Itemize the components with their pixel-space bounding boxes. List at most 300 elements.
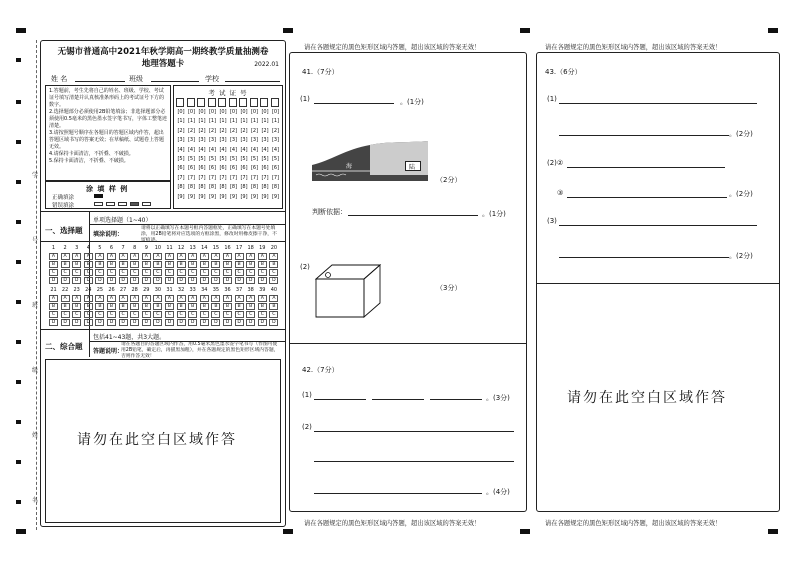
option-bubble[interactable]: C xyxy=(72,269,81,276)
option-bubble[interactable]: D xyxy=(200,319,209,326)
option-bubble[interactable]: A xyxy=(119,253,128,260)
exam-id-bubble[interactable]: [7] xyxy=(208,174,217,181)
option-bubble[interactable]: B xyxy=(61,303,70,310)
option-bubble[interactable]: B xyxy=(61,261,70,268)
option-bubble[interactable]: D xyxy=(142,277,151,284)
option-bubble[interactable]: B xyxy=(142,303,151,310)
option-bubble[interactable]: A xyxy=(177,295,186,302)
exam-id-bubble[interactable]: [9] xyxy=(177,193,185,200)
option-bubble[interactable]: B xyxy=(258,303,267,310)
option-bubble[interactable]: A xyxy=(61,295,70,302)
exam-id-bubble[interactable]: [1] xyxy=(198,118,206,125)
question-bubble-group[interactable] xyxy=(119,245,128,283)
option-bubble[interactable]: D xyxy=(258,319,267,326)
question-bubble-group[interactable] xyxy=(235,245,244,283)
option-bubble[interactable]: A xyxy=(95,295,104,302)
question-bubble-group[interactable] xyxy=(269,287,278,325)
exam-id-entry-box[interactable] xyxy=(218,98,226,107)
question-bubble-group[interactable] xyxy=(165,287,174,325)
exam-id-bubble[interactable]: [1] xyxy=(271,118,280,125)
exam-id-bubble[interactable]: [4] xyxy=(271,146,280,153)
question-bubble-group[interactable] xyxy=(223,287,232,325)
option-bubble[interactable]: C xyxy=(107,311,116,318)
exam-id-bubble[interactable]: [4] xyxy=(177,146,185,153)
option-bubble[interactable]: D xyxy=(130,319,139,326)
exam-id-bubble[interactable]: [2] xyxy=(198,127,206,134)
option-bubble[interactable]: D xyxy=(165,277,174,284)
exam-id-bubble[interactable]: [7] xyxy=(229,174,238,181)
question-bubble-group[interactable] xyxy=(49,245,58,283)
exam-id-bubble[interactable]: [3] xyxy=(219,137,227,144)
option-bubble[interactable]: A xyxy=(246,295,255,302)
exam-id-bubble[interactable]: [9] xyxy=(219,193,227,200)
exam-id-bubble[interactable]: [5] xyxy=(219,156,227,162)
question-bubble-group[interactable] xyxy=(258,245,267,283)
school-field[interactable] xyxy=(225,81,280,82)
option-bubble[interactable]: D xyxy=(235,277,244,284)
option-bubble[interactable]: B xyxy=(119,261,128,268)
exam-id-bubble[interactable]: [2] xyxy=(240,127,248,134)
exam-id-bubble[interactable]: [4] xyxy=(250,146,259,153)
option-bubble[interactable]: D xyxy=(246,277,255,284)
exam-id-bubble[interactable]: [6] xyxy=(261,165,269,172)
exam-id-bubble[interactable]: [0] xyxy=(250,109,259,115)
option-bubble[interactable]: C xyxy=(61,311,70,318)
exam-id-bubble[interactable]: [0] xyxy=(229,109,238,115)
q42-p1-blank-3[interactable] xyxy=(430,399,482,400)
option-bubble[interactable]: D xyxy=(211,319,220,326)
exam-id-bubble[interactable]: [9] xyxy=(229,193,238,200)
option-bubble[interactable]: B xyxy=(188,261,197,268)
exam-id-bubble[interactable]: [1] xyxy=(261,118,269,125)
exam-id-bubble[interactable]: [1] xyxy=(250,118,259,125)
option-bubble[interactable]: B xyxy=(258,261,267,268)
option-bubble[interactable]: D xyxy=(235,319,244,326)
option-bubble[interactable]: A xyxy=(84,253,93,260)
option-bubble[interactable]: B xyxy=(84,303,93,310)
exam-id-bubble[interactable]: [2] xyxy=(271,127,280,134)
q42-p1-blank-2[interactable] xyxy=(372,399,424,400)
exam-id-bubble[interactable]: [8] xyxy=(208,184,217,191)
exam-id-bubble[interactable]: [8] xyxy=(250,184,259,191)
option-bubble[interactable]: A xyxy=(165,295,174,302)
option-bubble[interactable]: A xyxy=(153,253,162,260)
option-bubble[interactable]: C xyxy=(142,311,151,318)
exam-id-bubble[interactable]: [1] xyxy=(187,118,196,125)
option-bubble[interactable]: D xyxy=(211,277,220,284)
option-bubble[interactable]: C xyxy=(235,269,244,276)
question-bubble-group[interactable] xyxy=(188,245,197,283)
option-bubble[interactable]: D xyxy=(188,319,197,326)
exam-id-entry-box[interactable] xyxy=(208,98,216,107)
exam-id-entry-box[interactable] xyxy=(176,98,184,107)
option-bubble[interactable]: A xyxy=(269,253,278,260)
exam-id-bubble[interactable]: [7] xyxy=(198,174,206,181)
option-bubble[interactable]: C xyxy=(61,269,70,276)
exam-id-bubble[interactable]: [3] xyxy=(229,137,238,144)
exam-id-bubble[interactable]: [5] xyxy=(261,156,269,162)
option-bubble[interactable]: B xyxy=(200,261,209,268)
exam-id-bubble[interactable]: [3] xyxy=(208,137,217,144)
exam-id-bubble[interactable]: [5] xyxy=(240,156,248,162)
multiple-choice-grid[interactable] xyxy=(49,245,281,331)
option-bubble[interactable]: A xyxy=(142,295,151,302)
question-bubble-group[interactable] xyxy=(84,287,93,325)
exam-id-bubble[interactable]: [5] xyxy=(208,156,217,162)
option-bubble[interactable]: D xyxy=(107,319,116,326)
option-bubble[interactable]: B xyxy=(165,261,174,268)
question-bubble-group[interactable] xyxy=(130,245,139,283)
question-bubble-group[interactable] xyxy=(177,287,186,325)
exam-id-bubble[interactable]: [6] xyxy=(198,165,206,172)
question-bubble-group[interactable] xyxy=(258,287,267,325)
option-bubble[interactable]: A xyxy=(235,295,244,302)
exam-id-bubble[interactable]: [5] xyxy=(198,156,206,162)
option-bubble[interactable]: A xyxy=(61,253,70,260)
option-bubble[interactable]: C xyxy=(165,269,174,276)
question-bubble-group[interactable] xyxy=(61,287,70,325)
exam-id-bubble[interactable]: [0] xyxy=(261,109,269,115)
option-bubble[interactable]: A xyxy=(130,253,139,260)
exam-id-bubble[interactable]: [7] xyxy=(250,174,259,181)
option-bubble[interactable]: D xyxy=(95,319,104,326)
exam-id-entry-box[interactable] xyxy=(197,98,205,107)
exam-id-entry-box[interactable] xyxy=(229,98,237,107)
question-bubble-group[interactable] xyxy=(246,245,255,283)
exam-id-bubble[interactable]: [9] xyxy=(250,193,259,200)
option-bubble[interactable]: D xyxy=(49,277,58,284)
exam-id-bubble[interactable]: [9] xyxy=(198,193,206,200)
q43-p1-blank-2[interactable] xyxy=(559,135,729,136)
option-bubble[interactable]: C xyxy=(95,269,104,276)
question-bubble-group[interactable] xyxy=(200,245,209,283)
exam-id-bubble[interactable]: [0] xyxy=(271,109,280,115)
option-bubble[interactable]: A xyxy=(258,295,267,302)
q41-basis-blank[interactable] xyxy=(348,215,478,216)
option-bubble[interactable]: B xyxy=(153,303,162,310)
option-bubble[interactable]: A xyxy=(223,295,232,302)
option-bubble[interactable]: A xyxy=(49,295,58,302)
exam-id-bubble[interactable]: [5] xyxy=(177,156,185,162)
exam-id-bubble[interactable]: [3] xyxy=(250,137,259,144)
exam-id-bubble[interactable]: [8] xyxy=(177,184,185,191)
option-bubble[interactable]: C xyxy=(165,311,174,318)
option-bubble[interactable]: C xyxy=(153,269,162,276)
option-bubble[interactable]: C xyxy=(235,311,244,318)
option-bubble[interactable]: B xyxy=(107,303,116,310)
option-bubble[interactable]: A xyxy=(130,295,139,302)
option-bubble[interactable]: D xyxy=(269,277,278,284)
exam-id-bubble[interactable]: [1] xyxy=(229,118,238,125)
option-bubble[interactable]: D xyxy=(153,277,162,284)
option-bubble[interactable]: C xyxy=(130,269,139,276)
question-bubble-group[interactable] xyxy=(177,245,186,283)
option-bubble[interactable]: C xyxy=(211,269,220,276)
option-bubble[interactable]: D xyxy=(107,277,116,284)
exam-id-bubble[interactable]: [8] xyxy=(261,184,269,191)
option-bubble[interactable]: B xyxy=(95,261,104,268)
option-bubble[interactable]: B xyxy=(142,261,151,268)
q43-p1-blank-1[interactable] xyxy=(559,103,757,104)
exam-id-bubble[interactable]: [4] xyxy=(187,146,196,153)
question-bubble-group[interactable] xyxy=(269,245,278,283)
exam-id-bubble[interactable]: [5] xyxy=(229,156,238,162)
question-bubble-group[interactable] xyxy=(95,245,104,283)
option-bubble[interactable]: C xyxy=(153,311,162,318)
exam-id-bubble[interactable]: [7] xyxy=(177,174,185,181)
option-bubble[interactable]: C xyxy=(95,311,104,318)
question-bubble-group[interactable] xyxy=(153,245,162,283)
option-bubble[interactable]: D xyxy=(200,277,209,284)
option-bubble[interactable]: D xyxy=(61,319,70,326)
option-bubble[interactable]: A xyxy=(269,295,278,302)
exam-id-bubble[interactable]: [8] xyxy=(240,184,248,191)
option-bubble[interactable]: C xyxy=(269,311,278,318)
exam-id-bubble[interactable]: [9] xyxy=(240,193,248,200)
exam-id-bubble[interactable]: [6] xyxy=(208,165,217,172)
option-bubble[interactable]: C xyxy=(119,269,128,276)
exam-id-bubble[interactable]: [1] xyxy=(208,118,217,125)
question-bubble-group[interactable] xyxy=(142,245,151,283)
exam-id-bubble[interactable]: [1] xyxy=(240,118,248,125)
option-bubble[interactable]: C xyxy=(246,269,255,276)
question-bubble-group[interactable] xyxy=(200,287,209,325)
exam-id-bubble[interactable]: [2] xyxy=(187,127,196,134)
exam-id-bubble[interactable]: [7] xyxy=(219,174,227,181)
exam-id-bubble[interactable]: [8] xyxy=(198,184,206,191)
option-bubble[interactable]: D xyxy=(61,277,70,284)
option-bubble[interactable]: C xyxy=(188,311,197,318)
option-bubble[interactable]: D xyxy=(165,319,174,326)
exam-id-bubble[interactable]: [7] xyxy=(271,174,280,181)
exam-id-bubble[interactable]: [3] xyxy=(271,137,280,144)
name-field[interactable] xyxy=(75,81,125,82)
exam-id-bubble[interactable]: [9] xyxy=(208,193,217,200)
exam-id-bubble[interactable]: [4] xyxy=(229,146,238,153)
option-bubble[interactable]: A xyxy=(246,253,255,260)
option-bubble[interactable]: B xyxy=(72,261,81,268)
option-bubble[interactable]: B xyxy=(223,303,232,310)
exam-id-entry-box[interactable] xyxy=(260,98,268,107)
option-bubble[interactable]: B xyxy=(84,261,93,268)
option-bubble[interactable]: B xyxy=(246,303,255,310)
q42-p2-blank-2[interactable] xyxy=(314,461,514,462)
question-bubble-group[interactable] xyxy=(211,245,220,283)
exam-id-bubble[interactable]: [3] xyxy=(261,137,269,144)
option-bubble[interactable]: B xyxy=(130,261,139,268)
exam-id-bubble[interactable]: [2] xyxy=(261,127,269,134)
question-bubble-group[interactable] xyxy=(153,287,162,325)
option-bubble[interactable]: A xyxy=(211,253,220,260)
option-bubble[interactable]: C xyxy=(200,311,209,318)
option-bubble[interactable]: D xyxy=(142,319,151,326)
question-bubble-group[interactable] xyxy=(188,287,197,325)
exam-id-bubble[interactable]: [0] xyxy=(240,109,248,115)
exam-id-bubble[interactable]: [2] xyxy=(229,127,238,134)
option-bubble[interactable]: B xyxy=(269,261,278,268)
q41-p1-blank[interactable] xyxy=(314,103,394,104)
option-bubble[interactable]: C xyxy=(258,269,267,276)
option-bubble[interactable]: D xyxy=(223,319,232,326)
option-bubble[interactable]: D xyxy=(119,319,128,326)
exam-id-bubble[interactable]: [7] xyxy=(187,174,196,181)
option-bubble[interactable]: D xyxy=(177,277,186,284)
exam-id-bubble[interactable]: [7] xyxy=(261,174,269,181)
question-bubble-group[interactable] xyxy=(142,287,151,325)
exam-id-bubble[interactable]: [8] xyxy=(229,184,238,191)
exam-id-bubble[interactable]: [0] xyxy=(187,109,196,115)
question-bubble-group[interactable] xyxy=(72,245,81,283)
exam-id-bubble[interactable]: [6] xyxy=(177,165,185,172)
exam-id-bubble[interactable]: [1] xyxy=(177,118,185,125)
question-bubble-group[interactable] xyxy=(211,287,220,325)
option-bubble[interactable]: B xyxy=(177,261,186,268)
option-bubble[interactable]: B xyxy=(49,261,58,268)
q43-p4-blank-1[interactable] xyxy=(559,225,757,226)
question-bubble-group[interactable] xyxy=(84,245,93,283)
option-bubble[interactable]: D xyxy=(153,319,162,326)
option-bubble[interactable]: B xyxy=(49,303,58,310)
exam-id-bubble[interactable]: [2] xyxy=(208,127,217,134)
q42-p2-blank-3[interactable] xyxy=(314,493,482,494)
option-bubble[interactable]: D xyxy=(84,319,93,326)
option-bubble[interactable]: A xyxy=(165,253,174,260)
option-bubble[interactable]: B xyxy=(95,303,104,310)
option-bubble[interactable]: A xyxy=(84,295,93,302)
exam-id-bubble[interactable]: [3] xyxy=(177,137,185,144)
option-bubble[interactable]: A xyxy=(200,295,209,302)
option-bubble[interactable]: C xyxy=(49,269,58,276)
exam-id-bubble[interactable]: [4] xyxy=(208,146,217,153)
option-bubble[interactable]: C xyxy=(84,269,93,276)
q42-p2-blank-1[interactable] xyxy=(314,431,514,432)
exam-id-bubble[interactable]: [5] xyxy=(271,156,280,162)
exam-id-bubble[interactable]: [6] xyxy=(250,165,259,172)
option-bubble[interactable]: D xyxy=(130,277,139,284)
option-bubble[interactable]: C xyxy=(119,311,128,318)
option-bubble[interactable]: C xyxy=(49,311,58,318)
exam-id-bubble[interactable]: [0] xyxy=(198,109,206,115)
option-bubble[interactable]: A xyxy=(107,295,116,302)
question-bubble-group[interactable] xyxy=(49,287,58,325)
option-bubble[interactable]: A xyxy=(188,295,197,302)
exam-id-bubble[interactable]: [1] xyxy=(219,118,227,125)
question-bubble-group[interactable] xyxy=(165,245,174,283)
option-bubble[interactable]: A xyxy=(95,253,104,260)
option-bubble[interactable]: C xyxy=(72,311,81,318)
option-bubble[interactable]: D xyxy=(119,277,128,284)
option-bubble[interactable]: D xyxy=(246,319,255,326)
question-bubble-group[interactable] xyxy=(95,287,104,325)
option-bubble[interactable]: A xyxy=(177,253,186,260)
exam-id-bubble[interactable]: [4] xyxy=(198,146,206,153)
option-bubble[interactable]: C xyxy=(211,311,220,318)
exam-id-bubble[interactable]: [8] xyxy=(187,184,196,191)
option-bubble[interactable]: D xyxy=(188,277,197,284)
option-bubble[interactable]: A xyxy=(142,253,151,260)
exam-id-bubble[interactable]: [3] xyxy=(198,137,206,144)
option-bubble[interactable]: A xyxy=(188,253,197,260)
class-field[interactable] xyxy=(151,81,199,82)
option-bubble[interactable]: B xyxy=(211,261,220,268)
option-bubble[interactable]: D xyxy=(95,277,104,284)
option-bubble[interactable]: C xyxy=(188,269,197,276)
option-bubble[interactable]: B xyxy=(211,303,220,310)
option-bubble[interactable]: B xyxy=(177,303,186,310)
exam-id-bubble[interactable]: [9] xyxy=(271,193,280,200)
exam-id-bubble[interactable]: [6] xyxy=(219,165,227,172)
option-bubble[interactable]: C xyxy=(84,311,93,318)
option-bubble[interactable]: D xyxy=(72,319,81,326)
option-bubble[interactable]: D xyxy=(72,277,81,284)
option-bubble[interactable]: B xyxy=(107,261,116,268)
question-bubble-group[interactable] xyxy=(61,245,70,283)
option-bubble[interactable]: C xyxy=(223,269,232,276)
option-bubble[interactable]: D xyxy=(258,277,267,284)
exam-id-bubble[interactable]: [6] xyxy=(229,165,238,172)
exam-id-bubble[interactable]: [0] xyxy=(177,109,185,115)
option-bubble[interactable]: A xyxy=(72,295,81,302)
option-bubble[interactable]: C xyxy=(200,269,209,276)
option-bubble[interactable]: D xyxy=(49,319,58,326)
exam-id-entry-box[interactable] xyxy=(271,98,279,107)
exam-id-bubble[interactable]: [6] xyxy=(271,165,280,172)
exam-id-bubble[interactable]: [6] xyxy=(187,165,196,172)
exam-id-bubble[interactable]: [8] xyxy=(219,184,227,191)
exam-id-bubble[interactable]: [2] xyxy=(177,127,185,134)
exam-id-bubble[interactable]: [3] xyxy=(240,137,248,144)
option-bubble[interactable]: D xyxy=(269,319,278,326)
exam-id-bubble[interactable]: [2] xyxy=(219,127,227,134)
option-bubble[interactable]: B xyxy=(165,303,174,310)
option-bubble[interactable]: B xyxy=(223,261,232,268)
exam-id-bubble[interactable]: [0] xyxy=(208,109,217,115)
exam-id-bubble[interactable]: [5] xyxy=(250,156,259,162)
exam-id-bubble[interactable]: [6] xyxy=(240,165,248,172)
exam-id-bubble[interactable]: [7] xyxy=(240,174,248,181)
exam-id-bubble[interactable]: [4] xyxy=(219,146,227,153)
option-bubble[interactable]: B xyxy=(72,303,81,310)
option-bubble[interactable]: A xyxy=(153,295,162,302)
exam-id-bubble[interactable]: [0] xyxy=(219,109,227,115)
exam-id-entry-box[interactable] xyxy=(239,98,247,107)
option-bubble[interactable]: A xyxy=(119,295,128,302)
option-bubble[interactable]: C xyxy=(223,311,232,318)
exam-id-entry-box[interactable] xyxy=(250,98,258,107)
option-bubble[interactable]: B xyxy=(153,261,162,268)
option-bubble[interactable]: C xyxy=(177,269,186,276)
option-bubble[interactable]: B xyxy=(269,303,278,310)
option-bubble[interactable]: B xyxy=(130,303,139,310)
question-bubble-group[interactable] xyxy=(235,287,244,325)
option-bubble[interactable]: A xyxy=(107,253,116,260)
option-bubble[interactable]: C xyxy=(142,269,151,276)
option-bubble[interactable]: B xyxy=(119,303,128,310)
option-bubble[interactable]: C xyxy=(130,311,139,318)
q43-p4-blank-2[interactable] xyxy=(559,257,729,258)
option-bubble[interactable]: C xyxy=(107,269,116,276)
exam-id-bubble[interactable]: [8] xyxy=(271,184,280,191)
question-bubble-group[interactable] xyxy=(72,287,81,325)
question-bubble-group[interactable] xyxy=(223,245,232,283)
exam-id-bubble[interactable]: [9] xyxy=(261,193,269,200)
option-bubble[interactable]: B xyxy=(246,261,255,268)
option-bubble[interactable]: D xyxy=(223,277,232,284)
option-bubble[interactable]: D xyxy=(177,319,186,326)
question-bubble-group[interactable] xyxy=(130,287,139,325)
exam-id-bubble[interactable]: [3] xyxy=(187,137,196,144)
option-bubble[interactable]: C xyxy=(258,311,267,318)
